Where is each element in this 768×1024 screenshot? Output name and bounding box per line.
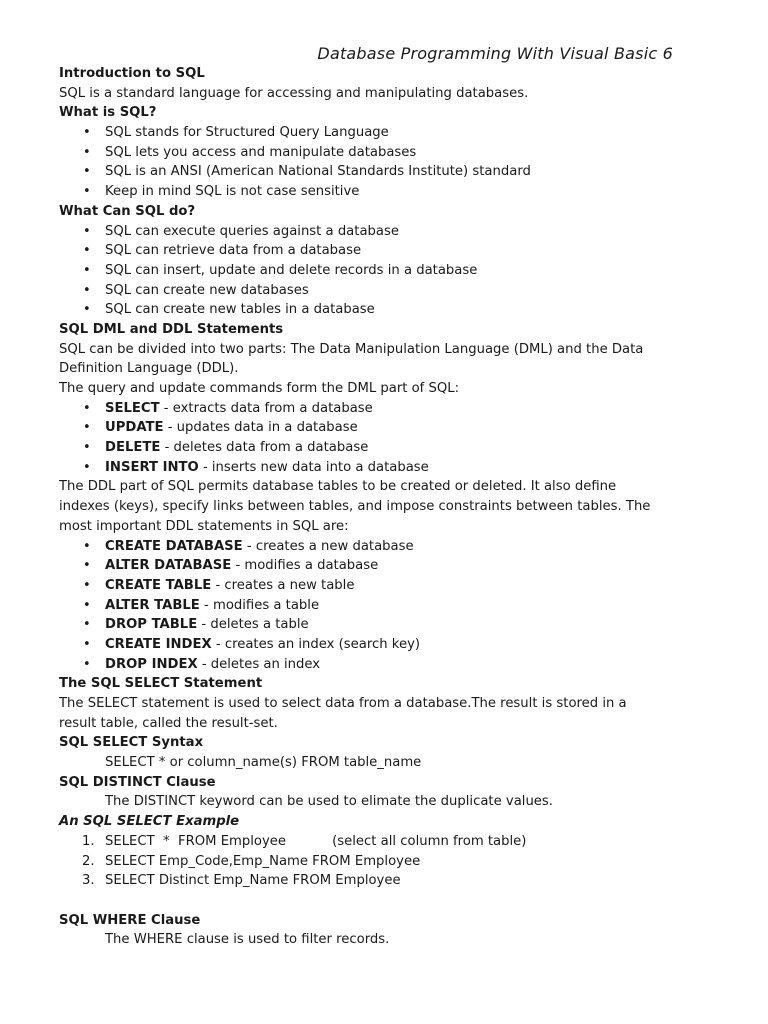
list-item — [59, 576, 709, 596]
list-item — [59, 655, 709, 675]
heading-dml-ddl: SQL DML and DDL Statements — [59, 321, 284, 337]
keyword: CREATE DATABASE — [105, 538, 243, 554]
where-text: The WHERE clause is used to filter records. — [105, 932, 390, 948]
keyword-desc: - creates a new database — [242, 538, 414, 554]
keyword: DROP INDEX — [105, 656, 198, 672]
keyword-desc: - creates a new table — [211, 577, 355, 593]
heading-where-clause: SQL WHERE Clause — [59, 912, 201, 928]
heading-select-example: An SQL SELECT Example — [59, 814, 240, 830]
paragraph-line: The SELECT statement is used to select data from a database.The result is stored in a — [59, 696, 627, 711]
keyword-desc: - modifies a database — [231, 558, 379, 574]
keyword-desc: - deletes a table — [197, 617, 309, 633]
list-item — [59, 438, 709, 458]
keyword-desc: - inserts new data into a database — [198, 459, 429, 475]
keyword-desc: - deletes data from a database — [160, 440, 369, 456]
keyword-desc: - extracts data from a database — [159, 400, 373, 416]
list-item: • SQL can insert, update and delete records in a database — [59, 261, 709, 281]
heading-distinct: SQL DISTINCT Clause — [59, 774, 216, 790]
list-item: • SQL can create new tables in a database — [59, 300, 709, 320]
list-item — [59, 852, 709, 872]
keyword: INSERT INTO — [105, 459, 199, 475]
keyword: CREATE INDEX — [105, 636, 212, 652]
keyword-desc: - deletes an index — [197, 656, 321, 672]
list-item — [59, 537, 709, 557]
keyword: DELETE — [105, 440, 161, 456]
heading-intro: Introduction to SQL — [59, 66, 205, 81]
keyword: ALTER TABLE — [105, 597, 200, 613]
paragraph-line: most important DDL statements in SQL are: — [59, 518, 349, 534]
keyword-desc: - modifies a table — [199, 597, 320, 613]
example-code: SELECT * FROM Employee (select all column from table) — [105, 833, 527, 849]
paragraph-line: SQL can be divided into two parts: The Data Manipulation Language (DML) and the Data — [59, 341, 644, 357]
example-code: SELECT Distinct Emp_Name FROM Employee — [105, 873, 401, 889]
keyword: SELECT — [105, 400, 160, 416]
list-item — [59, 458, 709, 478]
list-item: • SQL is an ANSI (American National Standards Institute) standard — [59, 162, 709, 182]
keyword: CREATE TABLE — [105, 577, 212, 593]
spacer — [59, 891, 709, 911]
list-item — [59, 418, 709, 438]
paragraph-line: result table, called the result-set. — [59, 715, 278, 731]
keyword-desc: - updates data in a database — [163, 420, 358, 436]
list-item — [59, 556, 709, 576]
list-item — [59, 635, 709, 655]
list-item — [59, 832, 709, 852]
heading-what-is-sql: What is SQL? — [59, 105, 157, 121]
keyword: UPDATE — [105, 420, 164, 436]
list-item: • SQL can retrieve data from a database — [59, 241, 709, 261]
list-item: • SQL stands for Structured Query Language — [59, 123, 709, 143]
document-body — [59, 64, 709, 950]
intro-text: SQL is a standard language for accessing and manipulating databases. — [59, 85, 529, 101]
syntax-text: SELECT * or column_name(s) FROM table_name — [105, 755, 422, 771]
list-item — [59, 615, 709, 635]
distinct-text: The DISTINCT keyword can be used to elimate the duplicate values. — [105, 794, 553, 810]
keyword: DROP TABLE — [105, 617, 198, 633]
list-item — [59, 596, 709, 616]
heading-select-statement: The SQL SELECT Statement — [59, 676, 263, 692]
keyword: ALTER DATABASE — [105, 558, 232, 574]
list-item — [59, 871, 709, 891]
list-item — [59, 399, 709, 419]
paragraph-line: The query and update commands form the DML part of SQL: — [59, 381, 460, 396]
paragraph-line: The DDL part of SQL permits database tables to be created or deleted. It also define — [59, 479, 617, 495]
paragraph-line: Definition Language (DDL). — [59, 361, 239, 377]
keyword-desc: - creates an index (search key) — [211, 636, 421, 652]
paragraph-line: indexes (keys), specify links between tables, and impose constraints between tables. The — [59, 499, 651, 515]
heading-what-can-sql-do: What Can SQL do? — [59, 203, 196, 219]
list-item: • SQL can create new databases — [59, 281, 709, 301]
list-item: • Keep in mind SQL is not case sensitive — [59, 182, 709, 202]
list-item: • SQL can execute queries against a database — [59, 222, 709, 242]
list-item: • SQL lets you access and manipulate databases — [59, 143, 709, 163]
heading-select-syntax: SQL SELECT Syntax — [59, 735, 204, 751]
example-code: SELECT Emp_Code,Emp_Name FROM Employee — [105, 853, 421, 869]
page-header: Database Programming With Visual Basic 6 — [317, 44, 673, 63]
